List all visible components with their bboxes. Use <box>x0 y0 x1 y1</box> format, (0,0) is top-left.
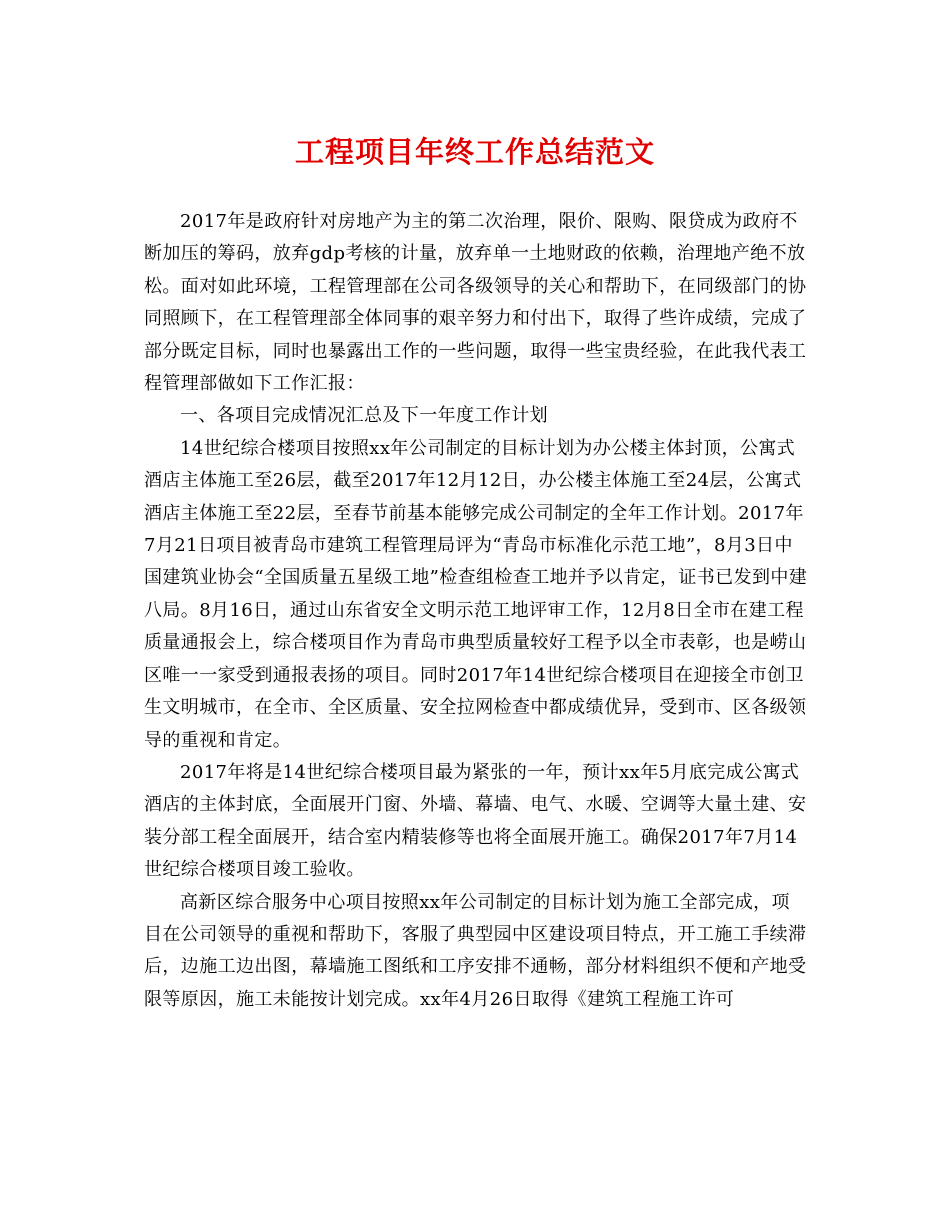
paragraph-intro: 2017年是政府针对房地产为主的第二次治理，限价、限购、限贷成为政府不断加压的筹码，放弃gdp考核的计量，放弃单一土地财政的依赖，治理地产绝不放松。面对如此环境，工程管理部在公司各级领导的关心和帮助下，在同级部门的协同照顾下，在工程管理部全体同事的艰辛努力和付出下，取得了些许成绩，完成了部分既定目标，同时也暴露出工作的一些问题，取得一些宝贵经验，在此我代表工程管理部做如下工作汇报： <box>144 211 807 395</box>
document-title: 工程项目年终工作总结范文 <box>294 135 655 169</box>
section-heading: 一、各项目完成情况汇总及下一年度工作计划 <box>180 405 548 427</box>
document-body <box>144 206 808 1016</box>
paragraph-plan-2017: 2017年将是14世纪综合楼项目最为紧张的一年，预计xx年5月底完成公寓式酒店的主体封底，全面展开门窗、外墙、幕墙、电气、水暖、空调等大量土建、安装分部工程全面展开，结合室内精装修等也将全面展开施工。确保2017年7月14世纪综合楼项目竣工验收。 <box>144 761 807 881</box>
paragraph-project-14th-century: 14世纪综合楼项目按照xx年公司制定的目标计划为办公楼主体封顶，公寓式酒店主体施工至26层，截至2017年12月12日，办公楼主体施工至24层，公寓式酒店主体施工至22层，至春节前基本能够完成公司制定的全年工作计划。2017年7月21日项目被青岛市建筑工程管理局评为“青岛市标准化示范工地”，8月3日中国建筑业协会“全国质量五星级工地”检查组检查工地并予以肯定，证书已发到中建八局。8月16日，通过山东省安全文明示范工地评审工作，12月8日全市在建工程质量通报会上，综合楼项目作为青岛市典型质量较好工程予以全市表彰，也是崂山区唯一一家受到通报表扬的项目。同时2017年14世纪综合楼项目在迎接全市创卫生文明城市，在全市、全区质量、安全拉网检查中都成绩优异，受到市、区各级领导的重视和肯定。 <box>144 437 808 751</box>
paragraph-hitech-center: 高新区综合服务中心项目按照xx年公司制定的目标计划为施工全部完成，项目在公司领导的重视和帮助下，客服了典型园中区建设项目特点，开工施工手续滞后，边施工边出图，幕墙施工图纸和工序安排不通畅，部分材料组织不便和产地受限等原因，施工未能按计划完成。xx年4月26日取得《建筑工程施工许可 <box>144 891 807 1010</box>
